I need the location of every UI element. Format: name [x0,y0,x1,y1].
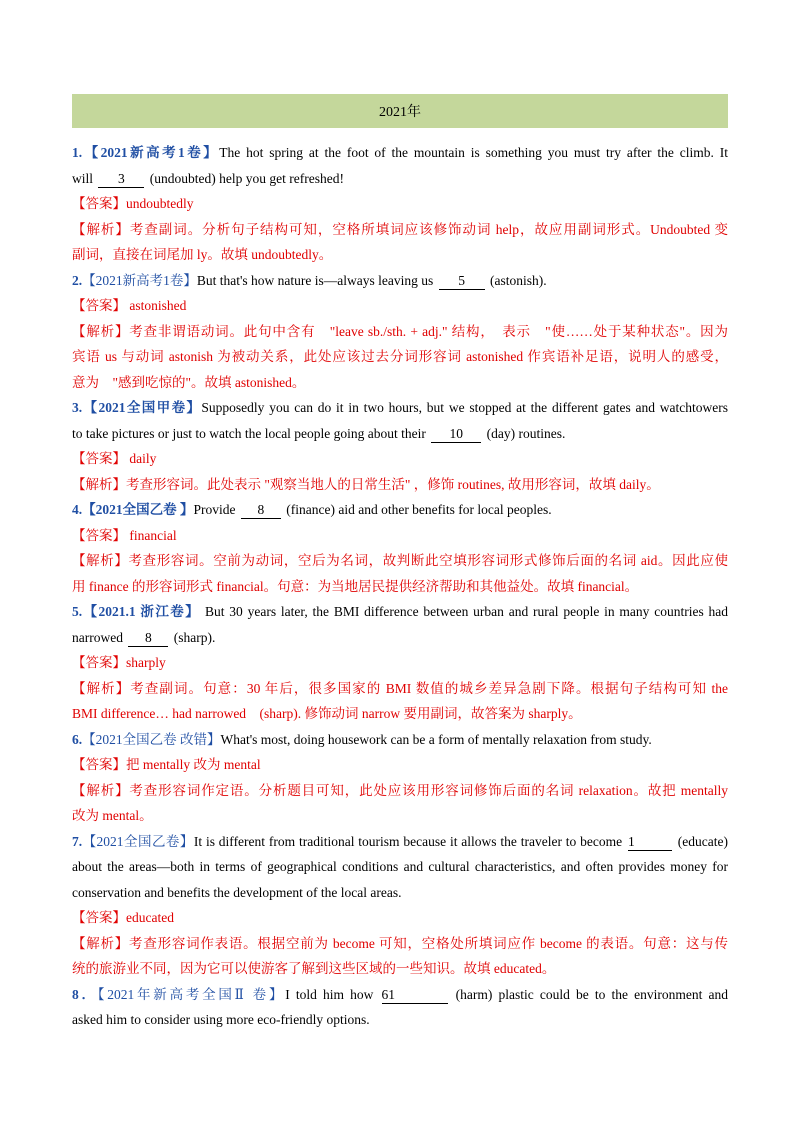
analysis-line: 意为 "感到吃惊的"。故填 astonished。 [72,374,306,390]
question-text: Provide [193,502,239,517]
question-item [72,982,728,1033]
question-source: 【2021全国乙卷 】 [82,502,194,517]
question-text: will [72,170,97,186]
question-item [72,599,728,727]
question-text: to take pictures or just to watch the local people going about their [72,425,430,441]
answer-blank: 1 [628,834,672,851]
question-text-end: (harm) plastic could be to the environment and [449,986,728,1002]
question-text-end: (day) routines. [483,425,566,441]
question-number: 5. [72,604,83,619]
answer-blank: 8 [128,630,168,647]
analysis-line: 【解析】考查副词。句意：30 年后，很多国家的 BMI 数值的城乡差异急剧下降。根据句子结构可知 the [72,680,728,696]
question-item [72,829,728,982]
answer-line: 【答案】 daily [72,451,157,466]
question-number: 4. [72,502,83,517]
question-source: 【2021全国乙卷】 [82,833,194,849]
question-text: The hot spring at the foot of the mountain is something you must try after the climb. It [219,145,728,160]
analysis-line: 【解析】考查形容词作定语。分析题目可知，此处应该用形容词修饰后面的名词 relaxation。故把 mentally [72,782,728,798]
analysis-line: 宾语 us 与动词 astonish 为被动关系，此处应该过去分词形容词 astonished 作宾语补足语，说明人的感受， [72,349,728,364]
question-text: Supposedly you can do it in two hours, but we stopped at the different gates and watchtowers [201,400,728,415]
question-source: 【2021.1 浙江卷】 [82,604,201,619]
question-text: about the areas—both in terms of geographical conditions and cultural characteristics, and often provides money for [72,859,728,874]
question-text-end: (finance) aid and other benefits for local peoples. [282,502,552,517]
question-item [72,497,728,599]
question-number: 6. [72,731,83,747]
analysis-line: 【解析】考查形容词作表语。根据空前为 become 可知，空格处所填词应作 become 的表语。句意：这与传 [72,935,728,951]
question-text-line [72,166,728,192]
answer-blank: 61 [382,987,448,1004]
analysis-line: 【解析】考查副词。分析句子结构可知，空格所填词应该修饰动词 help，故应用副词形式。Undoubted 变 [72,221,728,237]
question-text-line [72,880,728,906]
analysis-line: 用 finance 的形容词形式 financial。句意：为当地居民提供经济帮助和其他益处。故填 financial。 [72,578,639,594]
analysis-line: 副词，直接在词尾加 ly。故填 undoubtedly。 [72,247,333,262]
question-text-line [72,599,728,625]
question-text-line [72,395,728,421]
question-text-line [72,268,728,294]
question-number: 7. [72,833,83,849]
question-text: I told him how [285,986,380,1002]
question-source: 【2021新高考1卷】 [82,272,197,288]
answer-line: 【答案】 financial [72,527,177,543]
question-text-line [72,421,728,447]
question-text-line [72,140,728,166]
question-text: It is different from traditional tourism because it allows the traveler to become [193,833,626,849]
question-text: But 30 years later, the BMI difference between urban and rural people in many countries had [200,604,728,619]
question-item [72,268,728,396]
question-item [72,727,728,829]
question-number: 1. [72,145,83,160]
question-text-end: (sharp). [170,629,216,645]
question-list [72,140,728,1033]
answer-blank: 3 [98,171,144,188]
analysis-line: BMI difference… had narrowed (sharp). 修饰动词 narrow 要用副词，故答案为 sharply。 [72,706,582,721]
analysis-line: 改为 mental。 [72,808,153,823]
answer-blank: 8 [241,502,281,519]
question-text: conservation and benefits the development of the local areas. [72,884,402,900]
question-text-line [72,854,728,880]
analysis-line: 【解析】考查形容词。空前为动词，空后为名词，故判断此空填形容词形式修饰后面的名词 aid。因此应使 [72,553,728,568]
question-text-end: (astonish). [486,272,547,288]
question-number: 2. [72,272,83,288]
question-text-line [72,727,728,753]
year-banner [72,94,728,128]
analysis-line: 统的旅游业不同，因为它可以使游客了解到这些区域的一些知识。故填 educated。 [72,961,556,976]
question-text: But that's how nature is—always leaving us [196,272,437,288]
question-text-line [72,497,728,523]
answer-line: 【答案】sharply [72,655,166,670]
question-source: 【2021全国乙卷 改错】 [82,731,221,747]
question-number: 3. [72,400,83,415]
question-text: asked him to consider using more eco-friendly options. [72,1012,370,1027]
question-item [72,140,728,268]
question-source: 【2021全国甲卷】 [82,400,202,415]
analysis-line: 【解析】考查形容词。此处表示 "观察当地人的日常生活" ，修饰 routines, 故用形容词，故填 daily。 [72,476,660,492]
answer-line: 【答案】 astonished [72,298,187,313]
question-text-line [72,625,728,651]
answer-line: 【答案】undoubtedly [72,196,194,211]
question-text: narrowed [72,629,127,645]
question-number: 8． [72,986,98,1002]
answer-line: 【答案】把 mentally 改为 mental [72,757,261,772]
year-title: 2021年 [379,105,421,120]
question-text-end: (educate) [673,833,728,849]
answer-line: 【答案】educated [72,910,174,925]
analysis-line: 【解析】考查非谓语动词。此句中含有 "leave sb./sth. + adj." 结构， 表示 "使……处于某种状态"。因为 [72,323,728,339]
question-source: 【2021新高考1卷】 [82,145,220,160]
question-source: 【2021年新高考全国Ⅱ 卷】 [97,986,286,1002]
question-text-line [72,1007,728,1033]
answer-blank: 5 [439,273,485,290]
question-text-end: (undoubted) help you get refreshed! [146,170,344,186]
question-item [72,395,728,497]
question-text: What's most, doing housework can be a form of mentally relaxation from study. [220,731,652,747]
question-text-line [72,982,728,1008]
answer-blank: 10 [431,426,481,443]
question-text-line [72,829,728,855]
